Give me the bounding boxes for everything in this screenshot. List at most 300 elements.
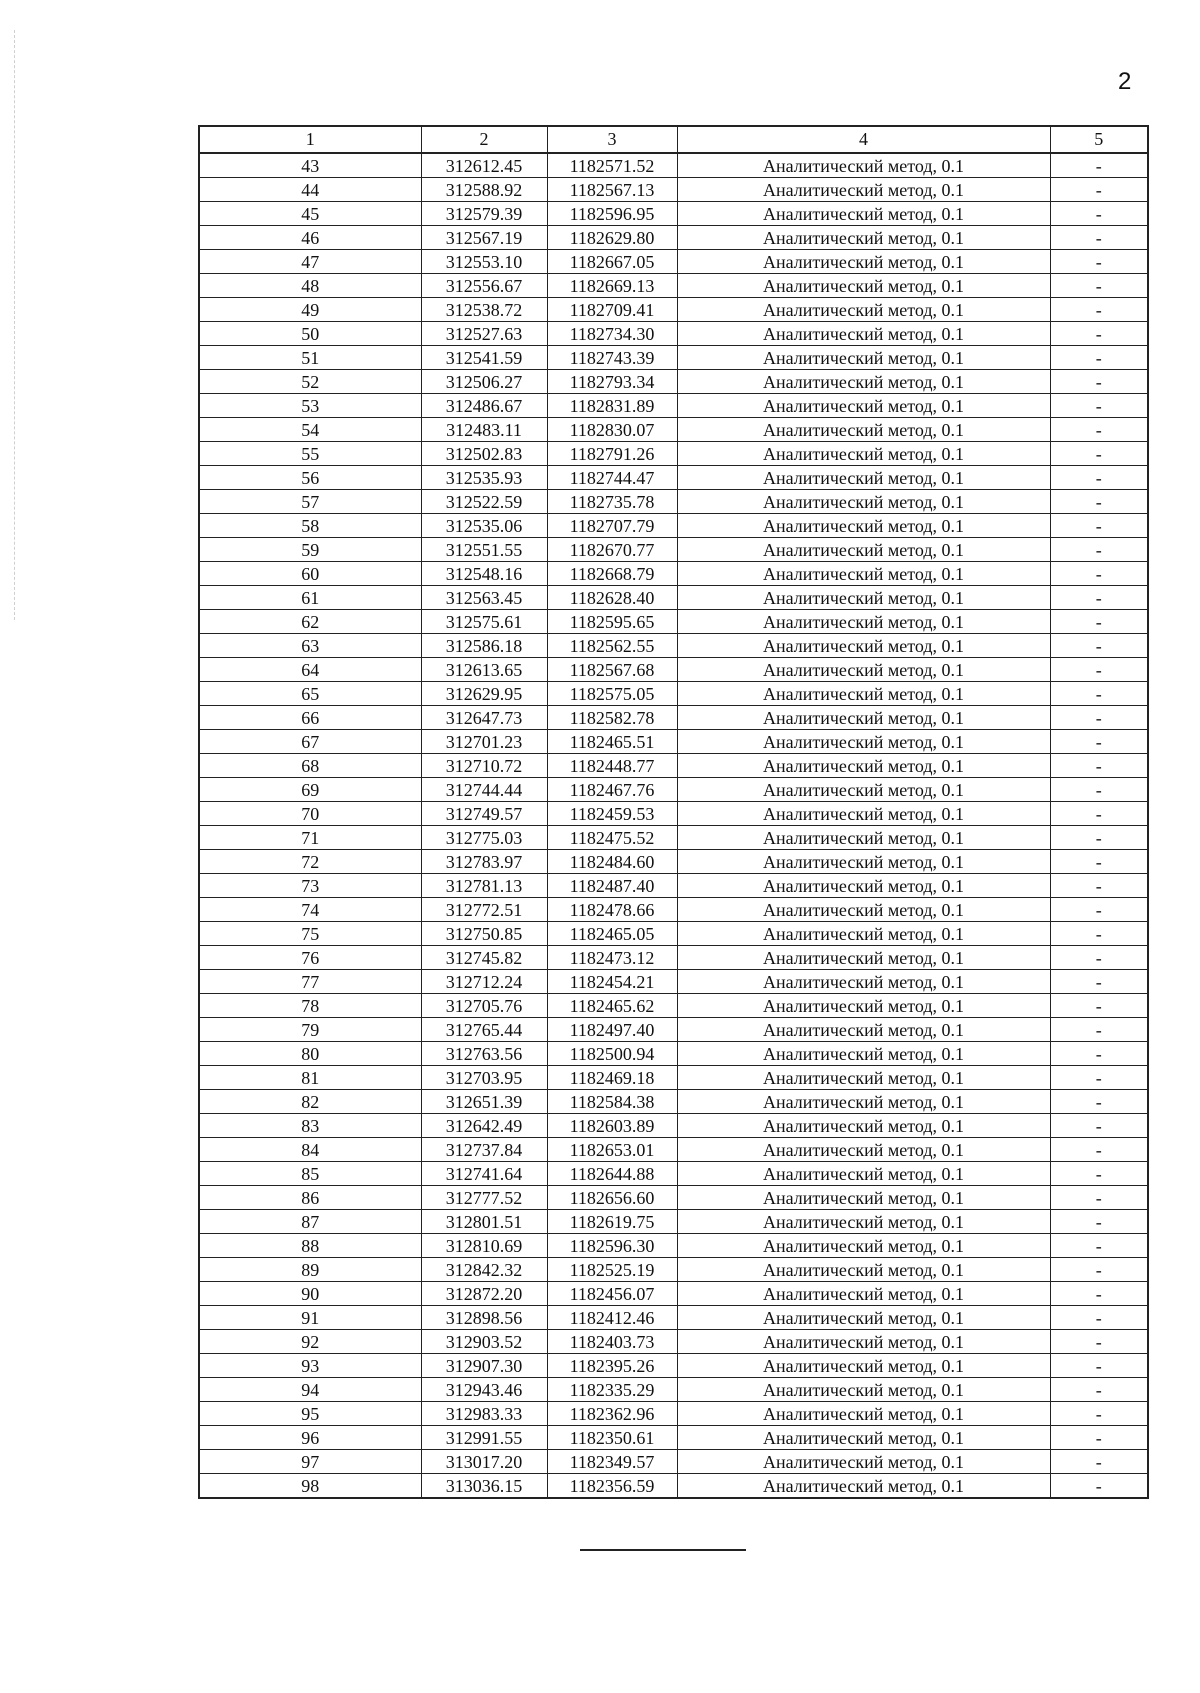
x-coordinate-cell: 312527.63 bbox=[421, 322, 547, 346]
table-row bbox=[199, 1450, 1148, 1474]
dash-cell: - bbox=[1050, 538, 1148, 562]
y-coordinate-cell: 1182500.94 bbox=[547, 1042, 677, 1066]
x-coordinate-cell: 312745.82 bbox=[421, 946, 547, 970]
table-row bbox=[199, 394, 1148, 418]
table-row bbox=[199, 946, 1148, 970]
x-coordinate-cell: 312810.69 bbox=[421, 1234, 547, 1258]
point-number-cell: 82 bbox=[199, 1090, 421, 1114]
method-cell: Аналитический метод, 0.1 bbox=[677, 418, 1050, 442]
point-number-cell: 69 bbox=[199, 778, 421, 802]
y-coordinate-cell: 1182582.78 bbox=[547, 706, 677, 730]
table-row bbox=[199, 178, 1148, 202]
y-coordinate-cell: 1182475.52 bbox=[547, 826, 677, 850]
method-cell: Аналитический метод, 0.1 bbox=[677, 946, 1050, 970]
dash-cell: - bbox=[1050, 490, 1148, 514]
x-coordinate-cell: 312775.03 bbox=[421, 826, 547, 850]
table-row bbox=[199, 1282, 1148, 1306]
y-coordinate-cell: 1182562.55 bbox=[547, 634, 677, 658]
y-coordinate-cell: 1182467.76 bbox=[547, 778, 677, 802]
x-coordinate-cell: 312642.49 bbox=[421, 1114, 547, 1138]
dash-cell: - bbox=[1050, 562, 1148, 586]
method-cell: Аналитический метод, 0.1 bbox=[677, 1306, 1050, 1330]
point-number-cell: 95 bbox=[199, 1402, 421, 1426]
x-coordinate-cell: 312548.16 bbox=[421, 562, 547, 586]
x-coordinate-cell: 312629.95 bbox=[421, 682, 547, 706]
dash-cell: - bbox=[1050, 298, 1148, 322]
y-coordinate-cell: 1182465.51 bbox=[547, 730, 677, 754]
method-cell: Аналитический метод, 0.1 bbox=[677, 634, 1050, 658]
point-number-cell: 48 bbox=[199, 274, 421, 298]
method-cell: Аналитический метод, 0.1 bbox=[677, 1210, 1050, 1234]
table-row bbox=[199, 1018, 1148, 1042]
point-number-cell: 90 bbox=[199, 1282, 421, 1306]
x-coordinate-cell: 312750.85 bbox=[421, 922, 547, 946]
table-row bbox=[199, 610, 1148, 634]
x-coordinate-cell: 312741.64 bbox=[421, 1162, 547, 1186]
method-cell: Аналитический метод, 0.1 bbox=[677, 874, 1050, 898]
method-cell: Аналитический метод, 0.1 bbox=[677, 1162, 1050, 1186]
dash-cell: - bbox=[1050, 1066, 1148, 1090]
x-coordinate-cell: 312538.72 bbox=[421, 298, 547, 322]
point-number-cell: 76 bbox=[199, 946, 421, 970]
dash-cell: - bbox=[1050, 754, 1148, 778]
dash-cell: - bbox=[1050, 1306, 1148, 1330]
dash-cell: - bbox=[1050, 1234, 1148, 1258]
point-number-cell: 62 bbox=[199, 610, 421, 634]
point-number-cell: 74 bbox=[199, 898, 421, 922]
method-cell: Аналитический метод, 0.1 bbox=[677, 1066, 1050, 1090]
table-row bbox=[199, 346, 1148, 370]
dash-cell: - bbox=[1050, 202, 1148, 226]
y-coordinate-cell: 1182484.60 bbox=[547, 850, 677, 874]
point-number-cell: 81 bbox=[199, 1066, 421, 1090]
point-number-cell: 65 bbox=[199, 682, 421, 706]
method-cell: Аналитический метод, 0.1 bbox=[677, 922, 1050, 946]
y-coordinate-cell: 1182831.89 bbox=[547, 394, 677, 418]
method-cell: Аналитический метод, 0.1 bbox=[677, 1186, 1050, 1210]
dash-cell: - bbox=[1050, 586, 1148, 610]
dash-cell: - bbox=[1050, 1354, 1148, 1378]
x-coordinate-cell: 312701.23 bbox=[421, 730, 547, 754]
table-row bbox=[199, 826, 1148, 850]
x-coordinate-cell: 312567.19 bbox=[421, 226, 547, 250]
method-cell: Аналитический метод, 0.1 bbox=[677, 826, 1050, 850]
y-coordinate-cell: 1182707.79 bbox=[547, 514, 677, 538]
point-number-cell: 78 bbox=[199, 994, 421, 1018]
y-coordinate-cell: 1182584.38 bbox=[547, 1090, 677, 1114]
y-coordinate-cell: 1182629.80 bbox=[547, 226, 677, 250]
table-row bbox=[199, 1258, 1148, 1282]
point-number-cell: 87 bbox=[199, 1210, 421, 1234]
x-coordinate-cell: 312647.73 bbox=[421, 706, 547, 730]
point-number-cell: 43 bbox=[199, 153, 421, 178]
method-cell: Аналитический метод, 0.1 bbox=[677, 394, 1050, 418]
y-coordinate-cell: 1182596.30 bbox=[547, 1234, 677, 1258]
table-row bbox=[199, 298, 1148, 322]
x-coordinate-cell: 312749.57 bbox=[421, 802, 547, 826]
y-coordinate-cell: 1182349.57 bbox=[547, 1450, 677, 1474]
point-number-cell: 75 bbox=[199, 922, 421, 946]
x-coordinate-cell: 313036.15 bbox=[421, 1474, 547, 1499]
y-coordinate-cell: 1182734.30 bbox=[547, 322, 677, 346]
point-number-cell: 84 bbox=[199, 1138, 421, 1162]
y-coordinate-cell: 1182575.05 bbox=[547, 682, 677, 706]
method-cell: Аналитический метод, 0.1 bbox=[677, 898, 1050, 922]
x-coordinate-cell: 312907.30 bbox=[421, 1354, 547, 1378]
point-number-cell: 89 bbox=[199, 1258, 421, 1282]
method-cell: Аналитический метод, 0.1 bbox=[677, 706, 1050, 730]
y-coordinate-cell: 1182567.68 bbox=[547, 658, 677, 682]
method-cell: Аналитический метод, 0.1 bbox=[677, 1354, 1050, 1378]
table-row bbox=[199, 1474, 1148, 1499]
dash-cell: - bbox=[1050, 1186, 1148, 1210]
x-coordinate-cell: 312535.06 bbox=[421, 514, 547, 538]
y-coordinate-cell: 1182628.40 bbox=[547, 586, 677, 610]
dash-cell: - bbox=[1050, 514, 1148, 538]
y-coordinate-cell: 1182669.13 bbox=[547, 274, 677, 298]
method-cell: Аналитический метод, 0.1 bbox=[677, 754, 1050, 778]
x-coordinate-cell: 312898.56 bbox=[421, 1306, 547, 1330]
point-number-cell: 98 bbox=[199, 1474, 421, 1499]
method-cell: Аналитический метод, 0.1 bbox=[677, 1114, 1050, 1138]
method-cell: Аналитический метод, 0.1 bbox=[677, 538, 1050, 562]
table-row bbox=[199, 153, 1148, 178]
method-cell: Аналитический метод, 0.1 bbox=[677, 1450, 1050, 1474]
method-cell: Аналитический метод, 0.1 bbox=[677, 298, 1050, 322]
point-number-cell: 54 bbox=[199, 418, 421, 442]
point-number-cell: 52 bbox=[199, 370, 421, 394]
header-col-3: 3 bbox=[547, 126, 677, 153]
table-row bbox=[199, 730, 1148, 754]
scan-edge-mark bbox=[14, 30, 16, 620]
table-row bbox=[199, 586, 1148, 610]
header-col-1: 1 bbox=[199, 126, 421, 153]
point-number-cell: 73 bbox=[199, 874, 421, 898]
header-col-2: 2 bbox=[421, 126, 547, 153]
y-coordinate-cell: 1182473.12 bbox=[547, 946, 677, 970]
point-number-cell: 97 bbox=[199, 1450, 421, 1474]
method-cell: Аналитический метод, 0.1 bbox=[677, 250, 1050, 274]
table-row bbox=[199, 322, 1148, 346]
dash-cell: - bbox=[1050, 250, 1148, 274]
method-cell: Аналитический метод, 0.1 bbox=[677, 1258, 1050, 1282]
dash-cell: - bbox=[1050, 706, 1148, 730]
y-coordinate-cell: 1182668.79 bbox=[547, 562, 677, 586]
y-coordinate-cell: 1182743.39 bbox=[547, 346, 677, 370]
method-cell: Аналитический метод, 0.1 bbox=[677, 1018, 1050, 1042]
method-cell: Аналитический метод, 0.1 bbox=[677, 562, 1050, 586]
x-coordinate-cell: 312483.11 bbox=[421, 418, 547, 442]
y-coordinate-cell: 1182619.75 bbox=[547, 1210, 677, 1234]
point-number-cell: 53 bbox=[199, 394, 421, 418]
x-coordinate-cell: 312541.59 bbox=[421, 346, 547, 370]
y-coordinate-cell: 1182459.53 bbox=[547, 802, 677, 826]
point-number-cell: 63 bbox=[199, 634, 421, 658]
dash-cell: - bbox=[1050, 1090, 1148, 1114]
dash-cell: - bbox=[1050, 970, 1148, 994]
method-cell: Аналитический метод, 0.1 bbox=[677, 442, 1050, 466]
y-coordinate-cell: 1182465.05 bbox=[547, 922, 677, 946]
method-cell: Аналитический метод, 0.1 bbox=[677, 322, 1050, 346]
point-number-cell: 51 bbox=[199, 346, 421, 370]
point-number-cell: 86 bbox=[199, 1186, 421, 1210]
x-coordinate-cell: 312553.10 bbox=[421, 250, 547, 274]
dash-cell: - bbox=[1050, 778, 1148, 802]
x-coordinate-cell: 312712.24 bbox=[421, 970, 547, 994]
y-coordinate-cell: 1182830.07 bbox=[547, 418, 677, 442]
dash-cell: - bbox=[1050, 442, 1148, 466]
footer-rule bbox=[580, 1549, 746, 1551]
x-coordinate-cell: 312551.55 bbox=[421, 538, 547, 562]
dash-cell: - bbox=[1050, 850, 1148, 874]
x-coordinate-cell: 313017.20 bbox=[421, 1450, 547, 1474]
y-coordinate-cell: 1182656.60 bbox=[547, 1186, 677, 1210]
method-cell: Аналитический метод, 0.1 bbox=[677, 346, 1050, 370]
y-coordinate-cell: 1182595.65 bbox=[547, 610, 677, 634]
x-coordinate-cell: 312991.55 bbox=[421, 1426, 547, 1450]
method-cell: Аналитический метод, 0.1 bbox=[677, 1138, 1050, 1162]
dash-cell: - bbox=[1050, 1474, 1148, 1499]
x-coordinate-cell: 312737.84 bbox=[421, 1138, 547, 1162]
table-row bbox=[199, 1402, 1148, 1426]
table-row bbox=[199, 802, 1148, 826]
table-row bbox=[199, 562, 1148, 586]
x-coordinate-cell: 312613.65 bbox=[421, 658, 547, 682]
method-cell: Аналитический метод, 0.1 bbox=[677, 490, 1050, 514]
method-cell: Аналитический метод, 0.1 bbox=[677, 586, 1050, 610]
point-number-cell: 80 bbox=[199, 1042, 421, 1066]
table-row bbox=[199, 682, 1148, 706]
point-number-cell: 68 bbox=[199, 754, 421, 778]
method-cell: Аналитический метод, 0.1 bbox=[677, 226, 1050, 250]
table-row bbox=[199, 514, 1148, 538]
point-number-cell: 47 bbox=[199, 250, 421, 274]
dash-cell: - bbox=[1050, 1042, 1148, 1066]
point-number-cell: 58 bbox=[199, 514, 421, 538]
table-row bbox=[199, 754, 1148, 778]
table-row bbox=[199, 970, 1148, 994]
x-coordinate-cell: 312772.51 bbox=[421, 898, 547, 922]
method-cell: Аналитический метод, 0.1 bbox=[677, 850, 1050, 874]
dash-cell: - bbox=[1050, 1114, 1148, 1138]
table-row bbox=[199, 850, 1148, 874]
point-number-cell: 91 bbox=[199, 1306, 421, 1330]
point-number-cell: 56 bbox=[199, 466, 421, 490]
dash-cell: - bbox=[1050, 898, 1148, 922]
x-coordinate-cell: 312710.72 bbox=[421, 754, 547, 778]
method-cell: Аналитический метод, 0.1 bbox=[677, 202, 1050, 226]
table-row bbox=[199, 874, 1148, 898]
table-row bbox=[199, 1210, 1148, 1234]
dash-cell: - bbox=[1050, 1450, 1148, 1474]
table-row bbox=[199, 1042, 1148, 1066]
method-cell: Аналитический метод, 0.1 bbox=[677, 658, 1050, 682]
dash-cell: - bbox=[1050, 1426, 1148, 1450]
y-coordinate-cell: 1182469.18 bbox=[547, 1066, 677, 1090]
point-number-cell: 67 bbox=[199, 730, 421, 754]
y-coordinate-cell: 1182744.47 bbox=[547, 466, 677, 490]
x-coordinate-cell: 312744.44 bbox=[421, 778, 547, 802]
dash-cell: - bbox=[1050, 1330, 1148, 1354]
y-coordinate-cell: 1182571.52 bbox=[547, 153, 677, 178]
y-coordinate-cell: 1182448.77 bbox=[547, 754, 677, 778]
table-row bbox=[199, 250, 1148, 274]
x-coordinate-cell: 312763.56 bbox=[421, 1042, 547, 1066]
dash-cell: - bbox=[1050, 346, 1148, 370]
dash-cell: - bbox=[1050, 226, 1148, 250]
y-coordinate-cell: 1182497.40 bbox=[547, 1018, 677, 1042]
x-coordinate-cell: 312983.33 bbox=[421, 1402, 547, 1426]
point-number-cell: 79 bbox=[199, 1018, 421, 1042]
table-row bbox=[199, 922, 1148, 946]
method-cell: Аналитический метод, 0.1 bbox=[677, 1234, 1050, 1258]
x-coordinate-cell: 312651.39 bbox=[421, 1090, 547, 1114]
x-coordinate-cell: 312872.20 bbox=[421, 1282, 547, 1306]
y-coordinate-cell: 1182667.05 bbox=[547, 250, 677, 274]
x-coordinate-cell: 312588.92 bbox=[421, 178, 547, 202]
y-coordinate-cell: 1182644.88 bbox=[547, 1162, 677, 1186]
point-number-cell: 70 bbox=[199, 802, 421, 826]
dash-cell: - bbox=[1050, 1018, 1148, 1042]
method-cell: Аналитический метод, 0.1 bbox=[677, 1426, 1050, 1450]
x-coordinate-cell: 312765.44 bbox=[421, 1018, 547, 1042]
x-coordinate-cell: 312522.59 bbox=[421, 490, 547, 514]
y-coordinate-cell: 1182567.13 bbox=[547, 178, 677, 202]
point-number-cell: 85 bbox=[199, 1162, 421, 1186]
dash-cell: - bbox=[1050, 634, 1148, 658]
dash-cell: - bbox=[1050, 274, 1148, 298]
y-coordinate-cell: 1182791.26 bbox=[547, 442, 677, 466]
point-number-cell: 49 bbox=[199, 298, 421, 322]
x-coordinate-cell: 312943.46 bbox=[421, 1378, 547, 1402]
dash-cell: - bbox=[1050, 153, 1148, 178]
table-row bbox=[199, 202, 1148, 226]
dash-cell: - bbox=[1050, 610, 1148, 634]
dash-cell: - bbox=[1050, 658, 1148, 682]
y-coordinate-cell: 1182350.61 bbox=[547, 1426, 677, 1450]
x-coordinate-cell: 312506.27 bbox=[421, 370, 547, 394]
point-number-cell: 59 bbox=[199, 538, 421, 562]
method-cell: Аналитический метод, 0.1 bbox=[677, 514, 1050, 538]
method-cell: Аналитический метод, 0.1 bbox=[677, 274, 1050, 298]
x-coordinate-cell: 312612.45 bbox=[421, 153, 547, 178]
x-coordinate-cell: 312777.52 bbox=[421, 1186, 547, 1210]
y-coordinate-cell: 1182793.34 bbox=[547, 370, 677, 394]
method-cell: Аналитический метод, 0.1 bbox=[677, 466, 1050, 490]
method-cell: Аналитический метод, 0.1 bbox=[677, 970, 1050, 994]
table-row bbox=[199, 778, 1148, 802]
x-coordinate-cell: 312903.52 bbox=[421, 1330, 547, 1354]
table-row bbox=[199, 442, 1148, 466]
table-row bbox=[199, 1090, 1148, 1114]
table-body bbox=[199, 153, 1148, 1498]
dash-cell: - bbox=[1050, 322, 1148, 346]
header-col-4: 4 bbox=[677, 126, 1050, 153]
point-number-cell: 64 bbox=[199, 658, 421, 682]
y-coordinate-cell: 1182478.66 bbox=[547, 898, 677, 922]
table-row bbox=[199, 1162, 1148, 1186]
x-coordinate-cell: 312575.61 bbox=[421, 610, 547, 634]
y-coordinate-cell: 1182412.46 bbox=[547, 1306, 677, 1330]
point-number-cell: 83 bbox=[199, 1114, 421, 1138]
dash-cell: - bbox=[1050, 946, 1148, 970]
y-coordinate-cell: 1182670.77 bbox=[547, 538, 677, 562]
x-coordinate-cell: 312703.95 bbox=[421, 1066, 547, 1090]
dash-cell: - bbox=[1050, 370, 1148, 394]
dash-cell: - bbox=[1050, 922, 1148, 946]
point-number-cell: 93 bbox=[199, 1354, 421, 1378]
table-row bbox=[199, 634, 1148, 658]
method-cell: Аналитический метод, 0.1 bbox=[677, 1474, 1050, 1499]
point-number-cell: 66 bbox=[199, 706, 421, 730]
y-coordinate-cell: 1182356.59 bbox=[547, 1474, 677, 1499]
table-row bbox=[199, 1306, 1148, 1330]
y-coordinate-cell: 1182454.21 bbox=[547, 970, 677, 994]
x-coordinate-cell: 312579.39 bbox=[421, 202, 547, 226]
table-row bbox=[199, 1186, 1148, 1210]
dash-cell: - bbox=[1050, 1210, 1148, 1234]
dash-cell: - bbox=[1050, 418, 1148, 442]
dash-cell: - bbox=[1050, 994, 1148, 1018]
y-coordinate-cell: 1182362.96 bbox=[547, 1402, 677, 1426]
table-row bbox=[199, 1330, 1148, 1354]
x-coordinate-cell: 312586.18 bbox=[421, 634, 547, 658]
table-header-row bbox=[199, 126, 1148, 153]
dash-cell: - bbox=[1050, 730, 1148, 754]
point-number-cell: 96 bbox=[199, 1426, 421, 1450]
point-number-cell: 44 bbox=[199, 178, 421, 202]
x-coordinate-cell: 312705.76 bbox=[421, 994, 547, 1018]
table-row bbox=[199, 898, 1148, 922]
dash-cell: - bbox=[1050, 1162, 1148, 1186]
x-coordinate-cell: 312783.97 bbox=[421, 850, 547, 874]
table-row bbox=[199, 1426, 1148, 1450]
dash-cell: - bbox=[1050, 1282, 1148, 1306]
method-cell: Аналитический метод, 0.1 bbox=[677, 802, 1050, 826]
point-number-cell: 72 bbox=[199, 850, 421, 874]
y-coordinate-cell: 1182709.41 bbox=[547, 298, 677, 322]
dash-cell: - bbox=[1050, 826, 1148, 850]
x-coordinate-cell: 312781.13 bbox=[421, 874, 547, 898]
y-coordinate-cell: 1182465.62 bbox=[547, 994, 677, 1018]
point-number-cell: 50 bbox=[199, 322, 421, 346]
point-number-cell: 88 bbox=[199, 1234, 421, 1258]
y-coordinate-cell: 1182456.07 bbox=[547, 1282, 677, 1306]
point-number-cell: 46 bbox=[199, 226, 421, 250]
x-coordinate-cell: 312556.67 bbox=[421, 274, 547, 298]
table-row bbox=[199, 466, 1148, 490]
dash-cell: - bbox=[1050, 874, 1148, 898]
table-row bbox=[199, 418, 1148, 442]
method-cell: Аналитический метод, 0.1 bbox=[677, 730, 1050, 754]
table-row bbox=[199, 706, 1148, 730]
x-coordinate-cell: 312842.32 bbox=[421, 1258, 547, 1282]
header-col-5: 5 bbox=[1050, 126, 1148, 153]
point-number-cell: 94 bbox=[199, 1378, 421, 1402]
method-cell: Аналитический метод, 0.1 bbox=[677, 1378, 1050, 1402]
y-coordinate-cell: 1182603.89 bbox=[547, 1114, 677, 1138]
method-cell: Аналитический метод, 0.1 bbox=[677, 178, 1050, 202]
dash-cell: - bbox=[1050, 1138, 1148, 1162]
table-row bbox=[199, 1066, 1148, 1090]
y-coordinate-cell: 1182525.19 bbox=[547, 1258, 677, 1282]
page-number: 2 bbox=[1118, 68, 1132, 95]
table-row bbox=[199, 274, 1148, 298]
method-cell: Аналитический метод, 0.1 bbox=[677, 610, 1050, 634]
y-coordinate-cell: 1182596.95 bbox=[547, 202, 677, 226]
method-cell: Аналитический метод, 0.1 bbox=[677, 1090, 1050, 1114]
table-row bbox=[199, 370, 1148, 394]
